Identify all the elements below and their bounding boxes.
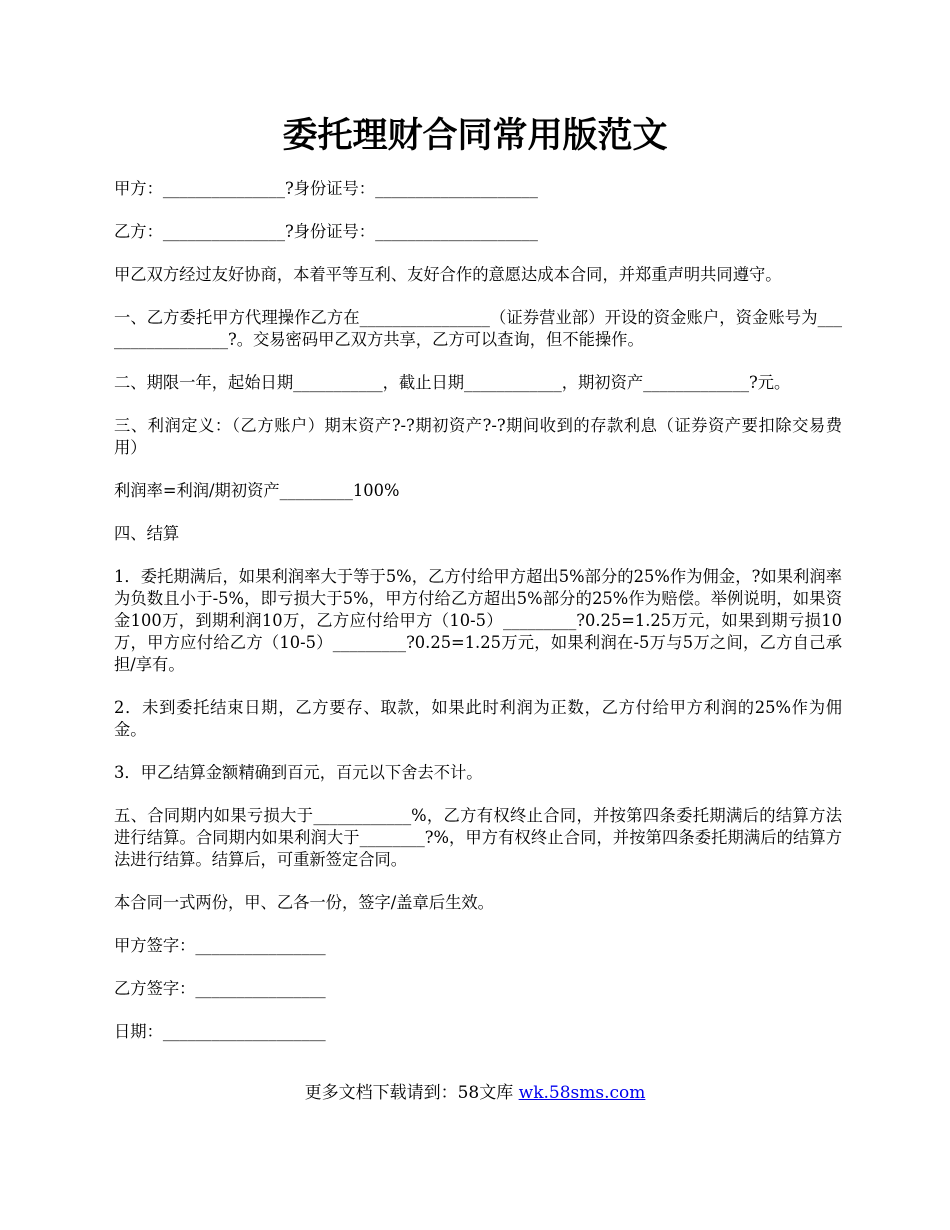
preamble-paragraph: 甲乙双方经过友好协商，本着平等互利、友好合作的意愿达成本合同，并郑重声明共同遵守。 — [114, 265, 782, 284]
settlement-item-2: 2．未到委托结束日期，乙方要存、取款，如果此时利润为正数，乙方付给甲方利润的25%作为佣金。 — [114, 698, 842, 739]
party-a-signature-line: 甲方签字：________________ — [114, 936, 326, 955]
document-body — [114, 178, 842, 1064]
clause-4-heading: 四、结算 — [114, 524, 180, 543]
footer-text: 更多文档下载请到：58文库 — [304, 1083, 514, 1103]
clause-2-paragraph: 二、期限一年，起始日期___________，截止日期____________，期初资产_____________?元。 — [114, 373, 791, 392]
party-a-line: 甲方：_______________?身份证号：____________________ — [114, 179, 538, 198]
download-footer — [0, 1080, 950, 1106]
copies-paragraph: 本合同一式两份，甲、乙各一份，签字/盖章后生效。 — [114, 893, 494, 912]
clause-1-paragraph: 一、乙方委托甲方代理操作乙方在________________（证券营业部）开设的资金账户，资金账号为_________________?。交易密码甲乙双方共享，乙方可以查询，但不能操作。 — [114, 308, 842, 349]
document-title: 委托理财合同常用版范文 — [282, 115, 668, 156]
clause-5-paragraph: 五、合同期内如果亏损大于____________%，乙方有权终止合同，并按第四条委托期满后的结算方法进行结算。合同期内如果利润大于________?%，甲方有权终止合同，并按第四条委托期满后的结算方法进行结算。结算后，可重新签定合同。 — [114, 806, 842, 869]
profit-rate-line: 利润率=利润/期初资产_________100% — [114, 481, 400, 500]
settlement-item-1: 1．委托期满后，如果利润率大于等于5%，乙方付给甲方超出5%部分的25%作为佣金，?如果利润率为负数且小于-5%，即亏损大于5%，甲方付给乙方超出5%部分的25%作为赔偿。举例说明，如果资金100万，到期利润10万，乙方应付给甲方（10-5）_________?0.25=1.25万元，如果到期亏损10万，甲方应付给乙方（10-5）_________?0.25=1.25万元，如果利润在-5万与5万之间，乙方自己承担/享有。 — [114, 567, 842, 674]
settlement-item-3: 3．甲乙结算金额精确到百元，百元以下舍去不计。 — [114, 763, 483, 782]
party-b-line: 乙方：_______________?身份证号：____________________ — [114, 222, 538, 241]
party-b-signature-line: 乙方签字：________________ — [114, 979, 326, 998]
date-line: 日期：____________________ — [114, 1022, 326, 1041]
clause-3-paragraph: 三、利润定义：（乙方账户）期末资产?-?期初资产?-?期间收到的存款利息（证券资产要扣除交易费用） — [114, 416, 842, 457]
footer-link[interactable]: wk.58sms.com — [518, 1083, 646, 1103]
